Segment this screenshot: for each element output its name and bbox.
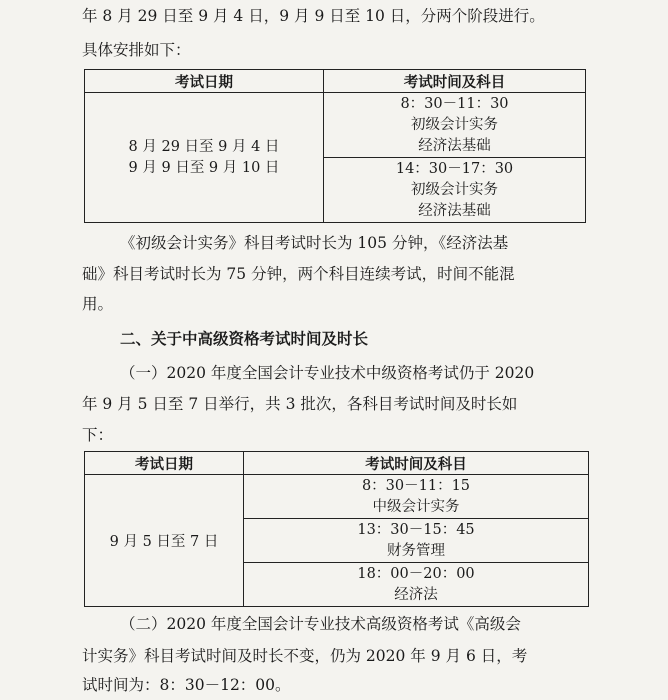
section-heading: 二、关于中高级资格考试时间及时长 xyxy=(120,329,369,348)
exam-date-cell xyxy=(85,93,324,223)
session-time: 18：00－20：00 xyxy=(357,565,475,582)
paragraph-line: 年 8 月 29 日至 9 月 4 日，9 月 9 日至 10 日，分两个阶段进行。 xyxy=(82,7,545,25)
session-time: 8：30－11：15 xyxy=(361,477,471,494)
table-header-time: 考试时间及科目 xyxy=(244,452,589,475)
session-subject: 财务管理 xyxy=(387,542,445,559)
paragraph-line: 下： xyxy=(82,426,114,444)
paragraph-line: 《初级会计实务》科目考试时长为 105 分钟，《经济法基 xyxy=(120,234,509,252)
paragraph-line: 具体安排如下： xyxy=(82,41,191,59)
paragraph-line: （二）2020 年度全国会计专业技术高级资格考试《高级会 xyxy=(120,615,521,633)
exam-session-cell xyxy=(244,519,589,563)
session-subject: 经济法 xyxy=(394,586,438,603)
junior-exam-schedule-table xyxy=(84,69,586,223)
session-time: 14：30－17：30 xyxy=(395,160,514,177)
paragraph-line: 用。 xyxy=(82,295,114,313)
session-time: 13：30－15：45 xyxy=(357,521,475,538)
session-subject: 中级会计实务 xyxy=(372,498,460,515)
exam-date-line: 8 月 29 日至 9 月 4 日 xyxy=(128,138,280,155)
paragraph-line: 试时间为：8：30－12：00。 xyxy=(82,676,291,694)
session-time: 8：30－11：30 xyxy=(400,95,509,112)
session-subject: 经济法基础 xyxy=(418,202,491,219)
exam-session-cell xyxy=(324,158,586,223)
intermediate-exam-schedule-table xyxy=(84,451,589,607)
exam-session-cell xyxy=(244,475,589,519)
paragraph-line: （一）2020 年度全国会计专业技术中级资格考试仍于 2020 xyxy=(120,364,535,382)
paragraph-line: 年 9 月 5 日至 7 日举行，共 3 批次，各科目考试时间及时长如 xyxy=(82,395,518,413)
table-header-date: 考试日期 xyxy=(85,70,324,93)
exam-session-cell xyxy=(324,93,586,158)
paragraph-line: 础》科目考试时长为 75 分钟，两个科目连续考试，时间不能混 xyxy=(82,265,515,283)
exam-session-cell xyxy=(244,563,589,607)
session-subject: 初级会计实务 xyxy=(411,116,498,133)
exam-date-cell: 9 月 5 日至 7 日 xyxy=(85,475,244,607)
table-header-time: 考试时间及科目 xyxy=(324,70,586,93)
session-subject: 经济法基础 xyxy=(418,137,491,154)
session-subject: 初级会计实务 xyxy=(411,181,498,198)
paragraph-line: 计实务》科目考试时间及时长不变，仍为 2020 年 9 月 6 日，考 xyxy=(82,647,528,665)
table-header-date: 考试日期 xyxy=(85,452,244,475)
exam-date-line: 9 月 9 日至 9 月 10 日 xyxy=(128,159,280,176)
